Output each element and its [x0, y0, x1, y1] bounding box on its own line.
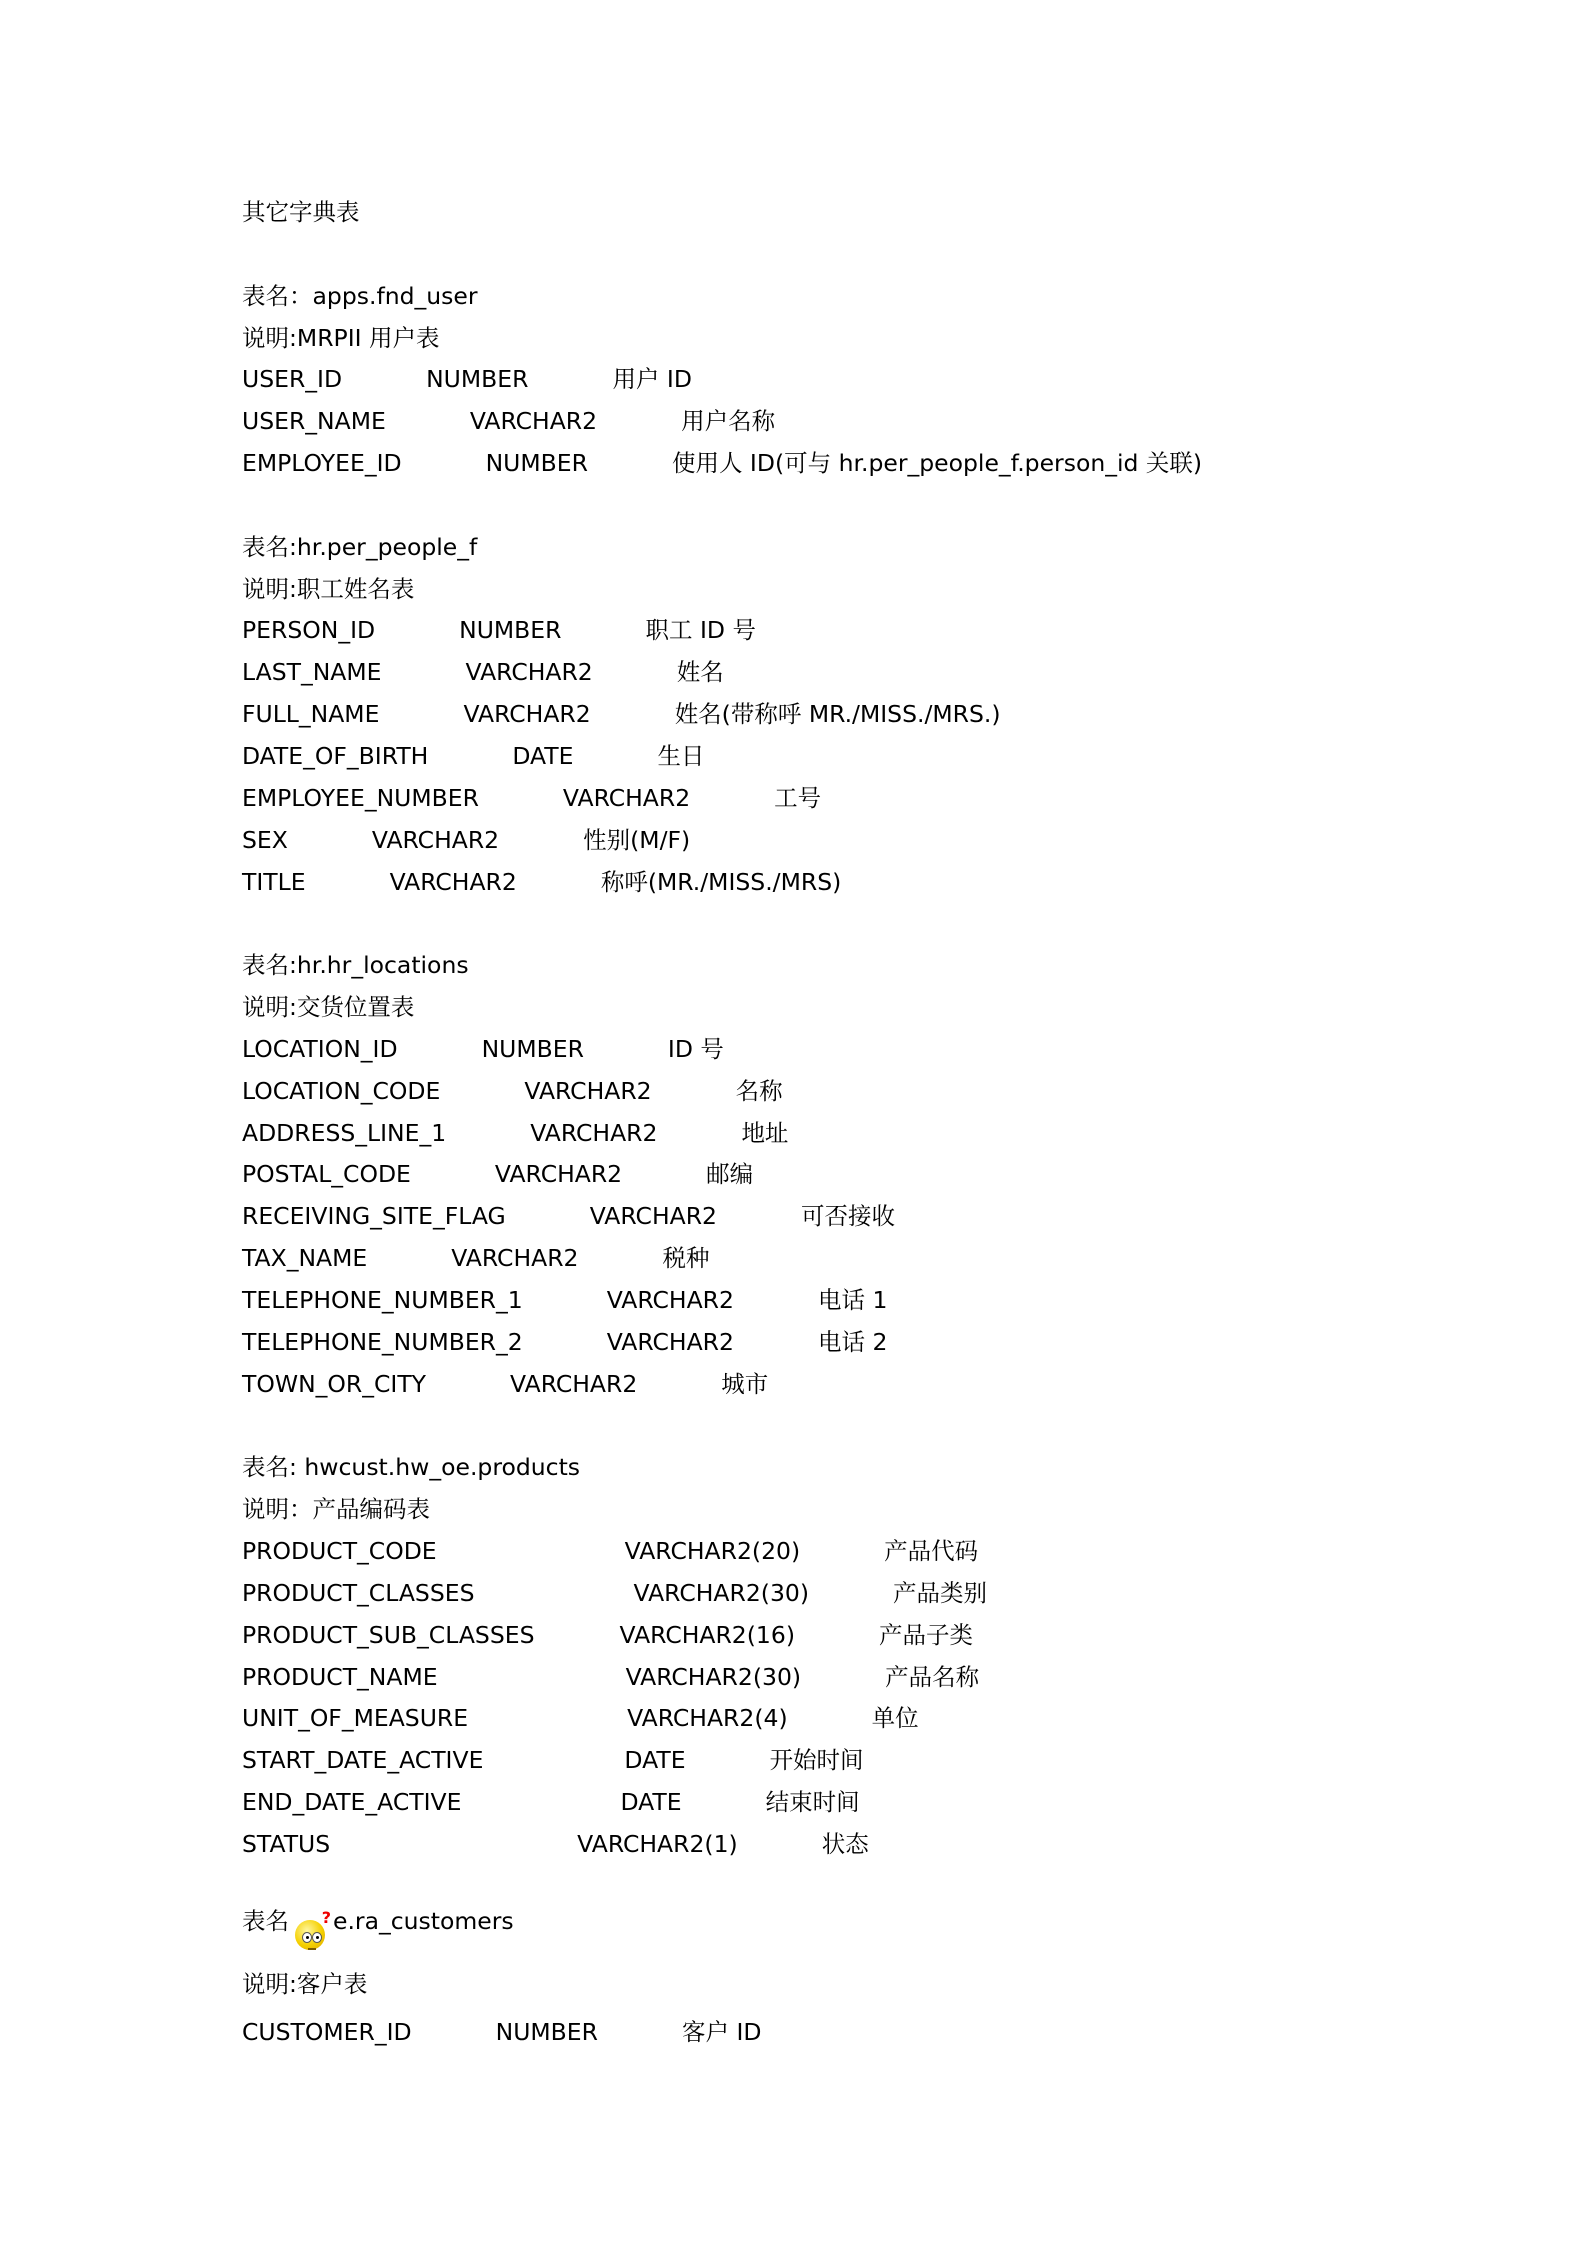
section-title: 表名:hr.hr_locations — [242, 951, 469, 980]
field-type: VARCHAR2(16) — [619, 1620, 795, 1649]
field-description: 客户 ID — [681, 2017, 762, 2046]
section-description: 说明:职工姓名表 — [242, 574, 415, 603]
field-type: VARCHAR2 — [465, 658, 593, 687]
field-type: NUMBER — [485, 449, 588, 478]
section-title — [242, 1894, 1202, 1956]
document-body — [242, 192, 1202, 2054]
field-type: VARCHAR2(30) — [625, 1662, 802, 1691]
field-name: LAST_NAME — [242, 658, 382, 687]
field-row — [242, 652, 1202, 694]
table-section — [242, 276, 1202, 485]
field-description: 结束时间 — [765, 1788, 860, 1817]
section-ra-customers — [242, 1894, 1202, 2054]
field-name: USER_NAME — [242, 407, 386, 436]
field-name: CUSTOMER_ID — [242, 2017, 412, 2046]
section-title-suffix: e.ra_customers — [333, 1906, 514, 1935]
field-row — [242, 1740, 1202, 1782]
field-type: DATE — [624, 1746, 686, 1775]
field-row — [242, 1196, 1202, 1238]
field-row — [242, 1573, 1202, 1615]
field-description: 电话 1 — [817, 1285, 888, 1314]
field-description: ID 号 — [667, 1034, 724, 1063]
field-name: TELEPHONE_NUMBER_1 — [242, 1285, 523, 1314]
field-row — [242, 610, 1202, 652]
field-name: PRODUCT_CLASSES — [242, 1578, 475, 1607]
field-description: 职工 ID 号 — [645, 616, 756, 645]
field-row — [242, 1322, 1202, 1364]
field-description: 开始时间 — [769, 1746, 864, 1775]
field-name: PRODUCT_NAME — [242, 1662, 438, 1691]
field-row — [242, 1364, 1202, 1406]
field-row — [242, 1657, 1202, 1699]
field-row — [242, 736, 1202, 778]
field-description: 性别(M/F) — [583, 825, 691, 854]
field-row — [242, 862, 1202, 904]
field-name: STATUS — [242, 1829, 331, 1858]
field-description: 产品类别 — [893, 1578, 988, 1607]
field-type: VARCHAR2 — [589, 1202, 717, 1231]
field-row — [242, 1615, 1202, 1657]
field-type: VARCHAR2 — [451, 1244, 579, 1273]
field-name: LOCATION_ID — [242, 1034, 398, 1063]
field-type: VARCHAR2(1) — [577, 1829, 738, 1858]
field-row — [242, 694, 1202, 736]
field-row — [242, 1154, 1202, 1196]
table-section — [242, 527, 1202, 904]
field-type: DATE — [512, 741, 574, 770]
field-description: 地址 — [741, 1118, 789, 1147]
field-description: 税种 — [662, 1244, 710, 1273]
field-description: 邮编 — [706, 1160, 754, 1189]
field-description: 单位 — [871, 1704, 919, 1733]
field-row — [242, 2012, 1202, 2054]
table-section — [242, 1447, 1202, 1865]
field-row — [242, 1698, 1202, 1740]
field-name: PERSON_ID — [242, 616, 376, 645]
field-row — [242, 443, 1202, 485]
field-name: RECEIVING_SITE_FLAG — [242, 1202, 506, 1231]
field-name: PRODUCT_CODE — [242, 1537, 437, 1565]
field-name: UNIT_OF_MEASURE — [242, 1704, 469, 1733]
field-name: LOCATION_CODE — [242, 1076, 441, 1105]
field-type: NUMBER — [426, 365, 529, 394]
field-name: TELEPHONE_NUMBER_2 — [242, 1327, 523, 1356]
section-description: 说明:客户表 — [242, 1969, 368, 1998]
field-type: VARCHAR2 — [371, 825, 500, 854]
field-type: VARCHAR2 — [524, 1076, 652, 1105]
section-title: 表名: hwcust.hw_oe.products — [242, 1453, 581, 1482]
document-heading: 其它字典表 — [242, 198, 360, 226]
field-description: 电话 2 — [817, 1327, 888, 1356]
field-name: USER_ID — [242, 365, 343, 394]
field-type: VARCHAR2 — [606, 1285, 734, 1314]
field-row — [242, 1531, 1202, 1573]
field-description: 城市 — [721, 1369, 769, 1398]
field-row — [242, 778, 1202, 820]
field-type: VARCHAR2 — [530, 1118, 658, 1147]
field-name: POSTAL_CODE — [242, 1160, 411, 1189]
field-name: TITLE — [242, 867, 306, 896]
field-name: EMPLOYEE_ID — [242, 449, 402, 478]
field-row — [242, 820, 1202, 862]
field-type: NUMBER — [495, 2017, 598, 2046]
field-type: DATE — [620, 1788, 682, 1817]
field-description: 产品代码 — [884, 1537, 979, 1565]
field-name: TOWN_OR_CITY — [242, 1369, 427, 1398]
section-description: 说明：产品编码表 — [242, 1495, 430, 1524]
field-type: VARCHAR2 — [469, 407, 598, 436]
field-name: START_DATE_ACTIVE — [242, 1746, 484, 1775]
field-row — [242, 1238, 1202, 1280]
table-section — [242, 945, 1202, 1405]
table-sections — [242, 234, 1202, 1866]
field-row — [242, 1824, 1202, 1866]
field-row — [242, 1782, 1202, 1824]
field-name: PRODUCT_SUB_CLASSES — [242, 1620, 535, 1649]
section-title-prefix: 表名 — [242, 1906, 289, 1935]
field-type: VARCHAR2 — [389, 867, 517, 896]
field-name: DATE_OF_BIRTH — [242, 741, 429, 770]
field-description: 使用人 ID(可与 hr.per_people_f.person_id 关联) — [671, 449, 1203, 478]
field-row — [242, 1113, 1202, 1155]
field-name: SEX — [242, 825, 288, 854]
field-type: NUMBER — [481, 1034, 584, 1063]
field-row — [242, 401, 1202, 443]
section-description: 说明:MRPII 用户表 — [242, 323, 440, 352]
section-title: 表名:hr.per_people_f — [242, 532, 478, 561]
field-type: VARCHAR2(4) — [627, 1704, 788, 1733]
field-description: 称呼(MR./MISS./MRS) — [600, 867, 842, 896]
field-type: VARCHAR2 — [494, 1160, 623, 1189]
section-description: 说明:交货位置表 — [242, 993, 415, 1022]
field-row — [242, 1071, 1202, 1113]
field-description: 姓名 — [676, 658, 724, 687]
field-description: 产品子类 — [879, 1620, 973, 1649]
field-description: 工号 — [774, 783, 822, 812]
field-name: TAX_NAME — [242, 1244, 368, 1273]
field-type: VARCHAR2 — [562, 783, 691, 812]
field-name: ADDRESS_LINE_1 — [242, 1118, 447, 1147]
field-row — [242, 1029, 1202, 1071]
field-type: NUMBER — [459, 616, 562, 645]
field-type: VARCHAR2(30) — [633, 1578, 810, 1607]
field-description: 用户名称 — [681, 407, 776, 436]
field-description: 名称 — [735, 1076, 783, 1105]
field-type: VARCHAR2 — [606, 1327, 734, 1356]
field-row — [242, 1280, 1202, 1322]
field-name: FULL_NAME — [242, 700, 380, 729]
field-type: VARCHAR2 — [463, 700, 591, 729]
field-description: 产品名称 — [885, 1662, 980, 1691]
field-description: 生日 — [657, 741, 705, 770]
field-type: VARCHAR2 — [510, 1369, 638, 1398]
section-title: 表名：apps.fnd_user — [242, 281, 478, 310]
confused-smiley-icon: ? — [293, 1914, 329, 1952]
field-row — [242, 359, 1202, 401]
field-name: END_DATE_ACTIVE — [242, 1788, 462, 1817]
field-description: 用户 ID — [612, 365, 692, 394]
field-description: 姓名(带称呼 MR./MISS./MRS.) — [674, 700, 1001, 729]
field-name: EMPLOYEE_NUMBER — [242, 783, 479, 812]
field-description: 状态 — [821, 1829, 869, 1858]
field-description: 可否接收 — [800, 1202, 895, 1231]
field-type: VARCHAR2(20) — [624, 1537, 801, 1565]
